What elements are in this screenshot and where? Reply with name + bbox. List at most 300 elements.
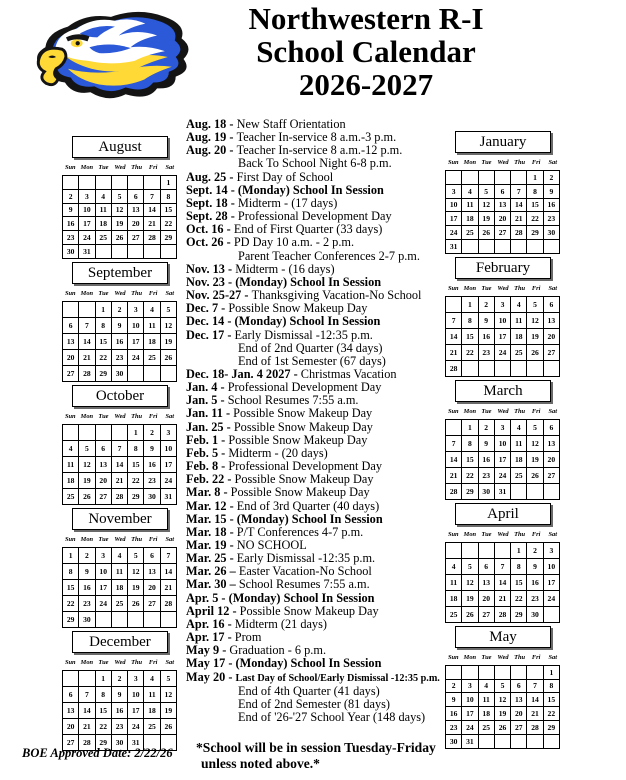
calendar-day-cell: 21 [446,467,462,483]
title-line-1: Northwestern R-I [248,1,484,36]
calendar-empty-cell [543,483,559,499]
event-date: Aug. 18 - [186,117,237,131]
calendar-day-cell: 25 [478,720,494,734]
calendar-day-cell: 29 [128,488,144,504]
calendar-empty-cell [543,734,559,748]
calendar-day-cell: 19 [111,217,127,231]
weekday-label: Mon [463,284,477,292]
calendar-day-cell: 8 [511,558,527,574]
weekday-label: Sun [64,535,76,543]
calendar-day-cell: 17 [494,451,510,467]
calendar-week-row [63,349,177,365]
calendar-day-cell: 9 [543,184,559,198]
calendar-day-cell: 20 [63,349,79,365]
month-title: April [455,503,551,525]
weekday-label: Tue [481,159,492,166]
calendar-day-cell: 9 [144,440,160,456]
event-date: Oct. 26 - [186,235,234,250]
event-text: Midterm - (17 days) [237,195,338,210]
calendar-day-cell: 22 [128,472,144,488]
calendar-empty-cell [95,176,111,190]
calendar-week-row [63,472,177,488]
event-text: End of First Quarter (33 days) [233,222,383,237]
calendar-week-row [446,212,560,226]
calendar-day-cell: 17 [494,328,510,344]
event-date: Sept. 28 - [186,209,238,224]
event-text: Graduation - 6 p.m. [229,643,327,658]
calendar-day-cell: 26 [79,488,95,504]
weekday-label: Thu [514,159,526,166]
weekday-label: Sun [447,407,459,415]
event-text: Teacher In-service 8 a.m.-3 p.m. [236,130,397,145]
calendar-day-cell: 2 [79,547,95,563]
calendar-day-cell: 6 [494,184,510,198]
eagle-icon [28,8,196,106]
weekday-label: Sat [548,407,558,415]
calendar-day-cell: 12 [79,456,95,472]
calendar-day-cell: 6 [543,296,559,312]
calendar-empty-cell [111,244,127,258]
calendar-day-cell: 8 [462,435,478,451]
calendar-day-cell: 10 [494,312,510,328]
calendar-week-row [63,333,177,349]
calendar-day-cell: 28 [446,483,462,499]
calendar-day-cell: 3 [95,547,111,563]
weekday-label: Sat [165,164,175,171]
calendar-day-cell: 12 [160,686,176,702]
calendar-day-cell: 11 [511,435,527,451]
calendar-day-cell: 12 [494,693,510,707]
calendar-day-cell: 14 [494,574,510,590]
calendar-day-cell: 20 [63,718,79,734]
calendar-day-cell: 26 [128,595,144,611]
calendar-day-cell: 30 [111,734,127,750]
weekday-label: Tue [481,653,492,661]
calendar-day-cell: 21 [111,472,127,488]
calendar-day-cell: 6 [63,317,79,333]
calendar-day-cell: 22 [160,217,176,231]
event-date: Feb. 8 - [186,459,229,474]
calendar-week-row [63,424,177,440]
event-text: Parent Teacher Conferences 2-7 p.m. [238,248,420,263]
calendar-day-cell: 25 [446,606,462,622]
calendar-day-cell: 4 [462,184,478,198]
calendar-day-cell: 4 [144,301,160,317]
month-title: March [455,380,551,402]
calendar-empty-cell [478,360,494,376]
calendar-empty-cell [128,244,144,258]
month-calendar-august [60,136,180,259]
event-date: Dec. 14 - [186,314,235,329]
calendar-day-cell: 29 [462,483,478,499]
calendar-day-cell: 24 [128,349,144,365]
event-date: Aug. 19 - [186,130,237,145]
calendar-empty-cell [63,301,79,317]
session-footnote [196,740,436,771]
calendar-day-cell: 4 [144,670,160,686]
weekday-label: Mon [463,530,477,538]
event-date: Mar. 18 - [186,524,237,539]
month-calendar-february [443,257,563,377]
calendar-day-cell: 3 [160,424,176,440]
calendar-day-cell: 9 [446,693,462,707]
boe-approved-note: BOE Approved Date: 2/22/26 [22,746,173,760]
calendar-day-cell: 10 [79,203,95,217]
weekday-label: Sat [548,284,558,292]
calendar-week-row [63,488,177,504]
calendar-empty-cell [511,665,527,679]
calendar-week-row [446,483,560,499]
calendar-day-cell: 12 [111,203,127,217]
calendar-day-cell: 4 [446,558,462,574]
calendar-day-cell: 26 [160,349,176,365]
calendar-empty-cell [462,542,478,558]
calendar-day-cell: 14 [160,563,176,579]
calendar-day-cell: 20 [478,590,494,606]
calendar-day-cell: 31 [160,488,176,504]
event-text: Professional Development Day [227,380,382,395]
calendar-week-row [446,226,560,240]
month-calendar-october [60,385,180,505]
weekday-label: Mon [80,412,94,420]
calendar-day-cell: 11 [111,563,127,579]
event-date: Dec. 18- Jan. 4 2027 - [186,366,301,381]
weekday-label: Thu [131,412,143,420]
calendar-day-cell: 21 [144,217,160,231]
calendar-day-cell: 9 [478,435,494,451]
event-date: Feb. 22 - [186,472,235,487]
calendar-day-cell: 5 [527,419,543,435]
calendar-day-cell: 3 [128,301,144,317]
calendar-day-cell: 18 [446,590,462,606]
event-text: PD Day 10 a.m. - 2 p.m. [233,235,355,250]
event-text: End of 4th Quarter (41 days) [238,683,380,698]
calendar-empty-cell [128,365,144,381]
event-text: (Monday) School In Session [237,182,384,197]
weekday-label: Tue [481,284,492,292]
calendar-day-cell: 17 [95,579,111,595]
calendar-day-cell: 17 [543,574,559,590]
weekday-label: Thu [131,535,143,543]
calendar-day-cell: 19 [128,579,144,595]
calendar-day-cell: 15 [128,456,144,472]
event-text: Teacher In-service 8 a.m.-12 p.m. [236,143,403,158]
calendar-week-row [63,611,177,627]
calendar-day-cell: 12 [462,574,478,590]
calendar-day-cell: 4 [63,440,79,456]
calendar-week-row [446,467,560,483]
weekday-label: Mon [463,407,477,415]
calendar-day-cell: 5 [128,547,144,563]
weekday-label: Sun [64,164,76,171]
calendar-week-row [63,365,177,381]
calendar-day-cell: 16 [79,579,95,595]
event-date: Mar. 30 – [186,577,239,592]
event-row [186,711,452,724]
weekday-label: Fri [531,530,541,538]
calendar-day-cell: 16 [111,702,127,718]
calendar-day-cell: 6 [95,440,111,456]
calendar-day-cell: 23 [543,212,559,226]
event-text: NO SCHOOL [236,538,307,552]
event-date: Aug. 20 - [186,143,237,158]
calendar-empty-cell [494,734,510,748]
calendar-day-cell: 3 [128,670,144,686]
month-calendar-april [443,503,563,623]
event-text: (Monday) School In Session [228,590,375,605]
calendar-empty-cell [144,244,160,258]
calendar-week-row [63,595,177,611]
calendar-day-cell: 26 [527,344,543,360]
weekday-label: Mon [80,658,94,666]
calendar-day-cell: 24 [128,718,144,734]
session-footnote-line2: unless noted above.* [201,755,320,771]
calendar-empty-cell [63,424,79,440]
calendar-week-row [446,606,560,622]
event-date: May 20 - [186,669,236,684]
calendar-day-cell: 22 [543,707,559,721]
weekday-header-row [62,536,178,544]
calendar-day-cell: 1 [527,171,543,185]
calendar-day-cell: 30 [79,611,95,627]
calendar-day-cell: 24 [494,344,510,360]
calendar-day-cell: 25 [462,226,478,240]
event-text: Early Dismissal -12:35 p.m. [234,327,373,342]
calendar-day-cell: 15 [95,702,111,718]
event-date: Mar. 25 - [186,551,237,566]
calendar-day-cell: 16 [478,328,494,344]
calendar-week-row [63,718,177,734]
calendar-day-cell: 7 [144,189,160,203]
event-date: Nov. 25-27 - [186,288,252,303]
weekday-label: Mon [463,653,477,661]
calendar-empty-cell [511,483,527,499]
calendar-day-cell: 23 [111,718,127,734]
calendar-day-cell: 31 [79,244,95,258]
calendar-day-cell: 19 [527,451,543,467]
calendar-day-cell: 22 [95,349,111,365]
calendar-day-cell: 13 [144,563,160,579]
calendar-day-cell: 11 [63,456,79,472]
event-date: Jan. 5 - [186,393,228,408]
calendar-empty-cell [527,665,543,679]
calendar-day-cell: 11 [95,203,111,217]
calendar-day-cell: 18 [111,579,127,595]
event-date: Jan. 4 - [186,380,228,395]
calendar-week-row [446,198,560,212]
month-calendar-december [60,631,180,751]
weekday-label: Wed [497,159,509,166]
event-text: Possible Snow Makeup Day [233,419,373,434]
event-date: Mar. 19 - [186,538,237,552]
calendar-day-cell: 29 [63,611,79,627]
calendar-day-cell: 17 [462,707,478,721]
event-text: First Day of School [236,169,334,184]
weekday-label: Fri [148,658,158,666]
calendar-empty-cell [494,171,510,185]
calendar-empty-cell [63,176,79,190]
calendar-day-cell: 23 [446,720,462,734]
calendar-day-cell: 24 [160,472,176,488]
calendar-day-cell: 24 [462,720,478,734]
calendar-day-cell: 18 [462,212,478,226]
calendar-week-row [63,189,177,203]
weekday-label: Sun [447,653,459,661]
calendar-day-cell: 15 [462,451,478,467]
calendar-day-cell: 6 [478,558,494,574]
calendar-day-cell: 11 [446,574,462,590]
calendar-day-cell: 13 [543,435,559,451]
event-text: End of 2nd Quarter (34 days) [238,340,383,355]
calendar-day-cell: 28 [79,365,95,381]
calendar-empty-cell [160,244,176,258]
calendar-day-cell: 3 [462,679,478,693]
weekday-header-row [445,531,561,539]
calendar-day-cell: 23 [144,472,160,488]
calendar-day-cell: 25 [63,488,79,504]
calendar-day-cell: 2 [63,189,79,203]
weekday-label: Tue [98,412,109,420]
calendar-day-cell: 22 [527,212,543,226]
calendar-day-cell: 15 [462,328,478,344]
calendar-week-row [446,328,560,344]
event-text: Easter Vacation-No School [238,564,372,579]
weekday-label: Wed [114,535,126,543]
month-title: October [72,385,168,407]
calendar-empty-cell [511,734,527,748]
calendar-empty-cell [527,239,543,253]
event-text: (Monday) School In Session [236,511,383,526]
calendar-day-cell: 1 [511,542,527,558]
weekday-label: Tue [98,164,109,171]
calendar-day-cell: 23 [63,231,79,245]
month-calendar-may [443,626,563,749]
calendar-day-cell: 29 [527,226,543,240]
calendar-day-cell: 15 [95,333,111,349]
calendar-week-row [63,217,177,231]
calendar-empty-cell [160,611,176,627]
weekday-label: Thu [514,530,526,538]
calendar-day-cell: 8 [63,563,79,579]
calendar-day-cell: 3 [446,184,462,198]
weekday-label: Fri [148,412,158,420]
event-text: Possible Snow Makeup Day [239,603,379,618]
calendar-day-cell: 8 [462,312,478,328]
calendar-day-cell: 28 [494,606,510,622]
events-list [186,118,452,724]
weekday-header-row [62,413,178,421]
title-line-2: School Calendar [256,34,476,69]
calendar-empty-cell [79,424,95,440]
calendar-day-cell: 18 [63,472,79,488]
calendar-grid [62,547,177,628]
calendar-day-cell: 14 [527,693,543,707]
calendar-day-cell: 19 [160,333,176,349]
calendar-day-cell: 3 [494,296,510,312]
calendar-day-cell: 1 [95,670,111,686]
calendar-day-cell: 16 [111,333,127,349]
calendar-day-cell: 29 [160,231,176,245]
calendar-day-cell: 30 [446,734,462,748]
calendar-day-cell: 27 [63,734,79,750]
calendar-empty-cell [95,244,111,258]
calendar-week-row [446,590,560,606]
calendar-day-cell: 11 [144,317,160,333]
event-text: New Staff Orientation [236,117,346,131]
event-date: Feb. 1 - [186,432,229,447]
weekday-label: Thu [131,289,143,297]
event-text: End of 3rd Quarter (40 days) [236,498,380,513]
calendar-day-cell: 25 [511,467,527,483]
calendar-day-cell: 5 [494,679,510,693]
calendar-day-cell: 8 [543,679,559,693]
weekday-label: Sat [548,159,558,166]
weekday-label: Sun [64,658,76,666]
calendar-day-cell: 27 [511,720,527,734]
weekday-label: Sun [447,530,459,538]
calendar-day-cell: 22 [462,344,478,360]
calendar-day-cell: 19 [160,702,176,718]
month-calendar-march [443,380,563,500]
calendar-day-cell: 16 [144,456,160,472]
calendar-day-cell: 4 [478,679,494,693]
calendar-day-cell: 2 [543,171,559,185]
calendar-grid [445,296,560,377]
calendar-day-cell: 18 [511,451,527,467]
month-calendar-november [60,508,180,628]
calendar-day-cell: 13 [494,198,510,212]
calendar-day-cell: 10 [128,317,144,333]
weekday-label: Wed [114,289,126,297]
calendar-grid [445,542,560,623]
calendar-empty-cell [494,665,510,679]
right-calendar-column [443,131,563,752]
weekday-header-row [62,659,178,667]
weekday-header-row [62,164,178,172]
calendar-empty-cell [494,239,510,253]
calendar-day-cell: 25 [144,349,160,365]
calendar-day-cell: 26 [111,231,127,245]
calendar-empty-cell [160,365,176,381]
calendar-day-cell: 15 [527,198,543,212]
calendar-day-cell: 5 [462,558,478,574]
event-date: May 9 - [186,643,230,658]
event-date: Nov. 23 - [186,274,236,289]
calendar-day-cell: 22 [95,718,111,734]
calendar-empty-cell [63,670,79,686]
event-date: Apr. 17 - [186,630,235,645]
calendar-day-cell: 16 [543,198,559,212]
calendar-day-cell: 7 [79,686,95,702]
calendar-day-cell: 24 [446,226,462,240]
event-text: Early Dismissal -12:35 p.m. [236,551,376,566]
calendar-day-cell: 28 [160,595,176,611]
calendar-day-cell: 18 [144,702,160,718]
calendar-day-cell: 14 [511,198,527,212]
event-text: (Monday) School In Session [234,314,381,329]
calendar-day-cell: 3 [494,419,510,435]
calendar-day-cell: 10 [128,686,144,702]
calendar-day-cell: 23 [111,349,127,365]
calendar-day-cell: 7 [511,184,527,198]
calendar-day-cell: 18 [478,707,494,721]
calendar-day-cell: 9 [478,312,494,328]
calendar-day-cell: 19 [478,212,494,226]
calendar-day-cell: 27 [95,488,111,504]
event-date: Mar. 12 - [186,498,237,513]
calendar-day-cell: 28 [511,226,527,240]
calendar-day-cell: 19 [462,590,478,606]
